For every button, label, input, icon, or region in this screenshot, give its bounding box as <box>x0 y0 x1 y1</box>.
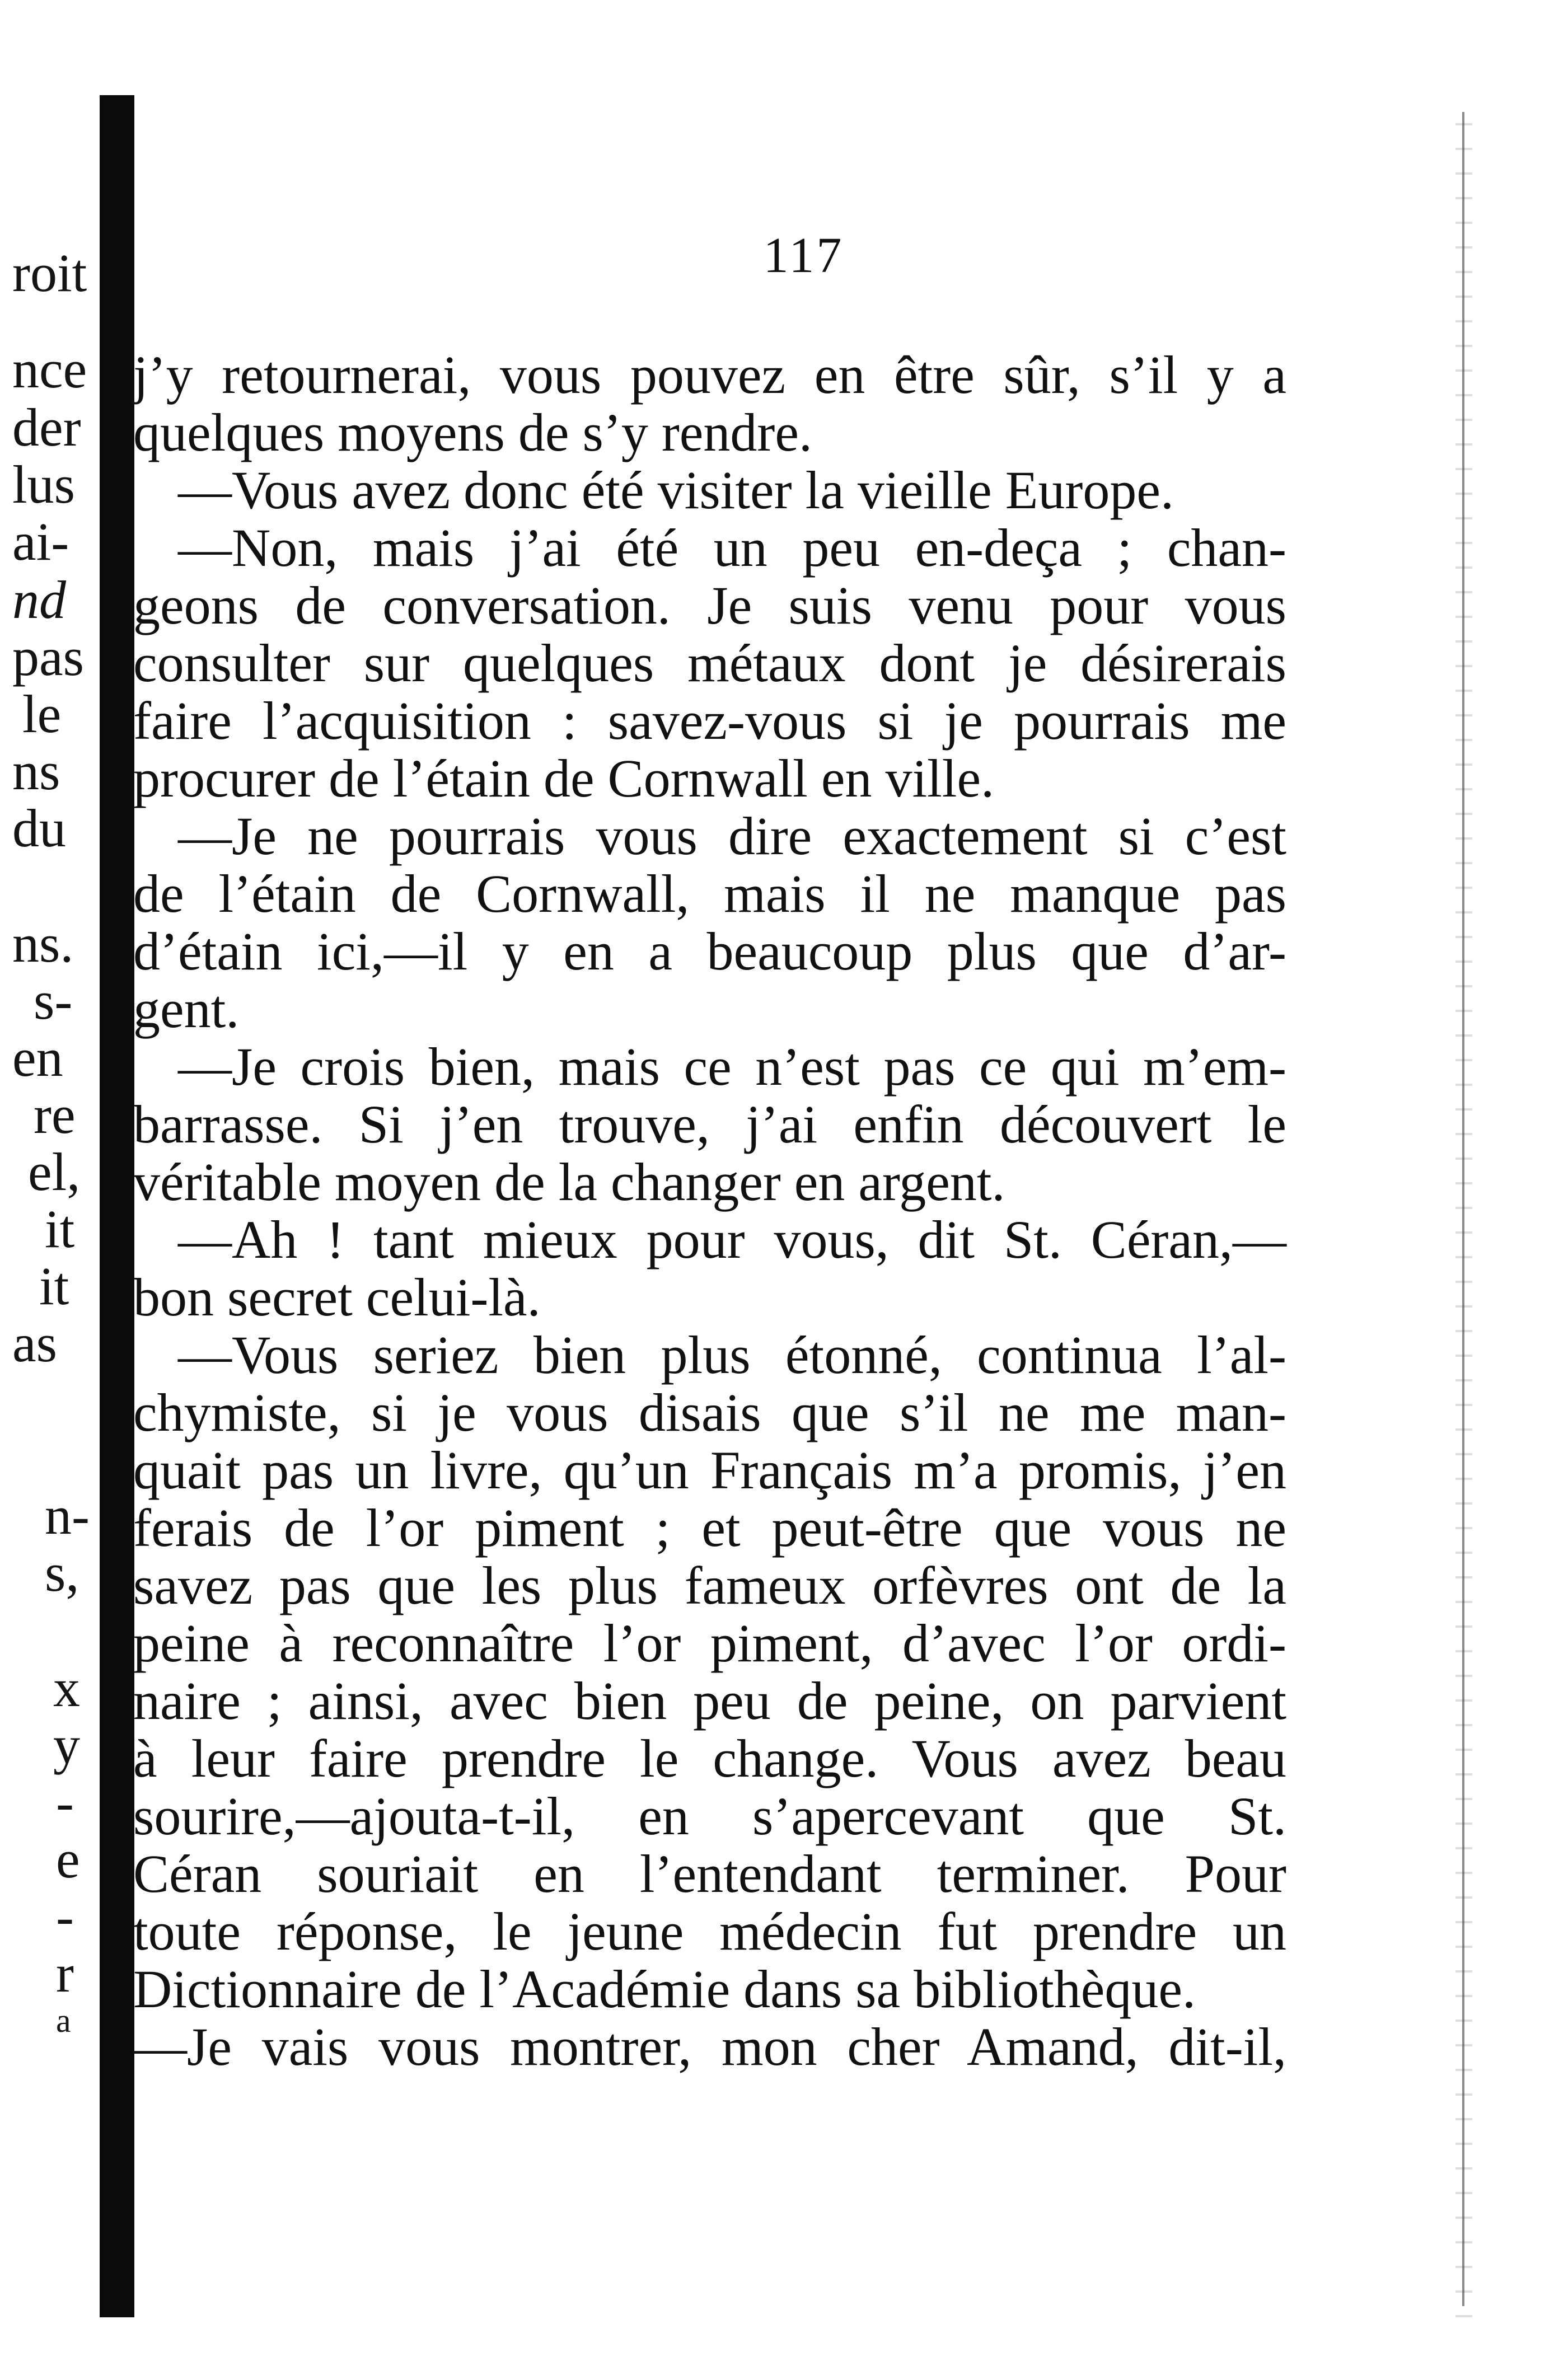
bleed-fragment: s, <box>45 1543 79 1603</box>
bleed-fragment: a <box>56 2002 71 2039</box>
text-line: d’étain ici,—il y en a beaucoup plus que d’ar- <box>133 921 1286 981</box>
text-line: gent. <box>133 979 240 1039</box>
bleed-fragment: lus <box>12 455 76 514</box>
text-line: —Je vais vous montrer, mon cher Amand, dit-il, <box>133 2017 1286 2077</box>
body-text <box>133 346 1286 2076</box>
text-line: bon secret celui-là. <box>133 1267 541 1327</box>
text-line: consulter sur quelques métaux dont je désirerais <box>133 633 1286 693</box>
text-line: véritable moyen de la changer en argent. <box>133 1152 1005 1212</box>
text-line: à leur faire prendre le change. Vous avez beau <box>133 1728 1286 1788</box>
text-line: peine à reconnaître l’or piment, d’avec l’or ordi- <box>133 1613 1286 1673</box>
bleed-fragment: y <box>53 1715 80 1775</box>
text-line: —Non, mais j’ai été un peu en-deça ; chan- <box>178 518 1286 578</box>
text-line: chymiste, si je vous disais que s’il ne me man- <box>133 1383 1286 1442</box>
bleed-fragment: el, <box>28 1142 81 1202</box>
bleed-fragment: x <box>53 1658 80 1718</box>
text-line: Dictionnaire de l’Académie dans sa bibliothèque. <box>133 1959 1196 2019</box>
bleed-fragment: le <box>22 684 62 744</box>
text-line: —Vous seriez bien plus étonné, continua l’al- <box>178 1325 1286 1385</box>
text-line: savez pas que les plus fameux orfèvres ont de la <box>133 1556 1286 1615</box>
page-edge-line <box>1462 112 1464 2306</box>
page-number: 117 <box>763 228 844 283</box>
bleed-fragment: - <box>56 1772 74 1832</box>
facing-page-bleed-through <box>0 0 100 2380</box>
text-line: quelques moyens de s’y rendre. <box>133 402 812 462</box>
bleed-fragment: - <box>56 1886 74 1946</box>
bleed-fragment: as <box>12 1313 57 1373</box>
bleed-fragment: r <box>56 1943 74 2003</box>
text-line: —Ah ! tant mieux pour vous, dit St. Céran,— <box>178 1210 1286 1269</box>
text-line: naire ; ainsi, avec bien peu de peine, on parvient <box>133 1671 1286 1731</box>
bleed-fragment: en <box>12 1028 63 1088</box>
text-line: geons de conversation. Je suis venu pour vous <box>133 575 1286 635</box>
text-line: procurer de l’étain de Cornwall en ville. <box>133 748 995 808</box>
text-line: j’y retournerai, vous pouvez en être sûr, s’il y a <box>133 345 1286 405</box>
text-line: ferais de l’or piment ; et peut-être que vous ne <box>133 1498 1286 1558</box>
bleed-fragment: du <box>12 798 66 858</box>
bleed-fragment: ns. <box>12 913 74 973</box>
bleed-fragment: s- <box>34 971 73 1030</box>
bleed-fragment: it <box>45 1199 75 1259</box>
bleed-fragment: pas <box>12 627 84 687</box>
bleed-fragment: it <box>39 1256 69 1316</box>
text-line: —Je ne pourrais vous dire exactement si c’est <box>178 806 1286 866</box>
bleed-fragment: re <box>34 1085 76 1145</box>
bleed-fragment: nd <box>12 570 66 630</box>
bleed-fragment: nce <box>12 339 87 399</box>
bleed-fragment: der <box>12 397 81 457</box>
text-line: —Vous avez donc été visiter la vieille Europe. <box>178 460 1174 520</box>
binding-gutter <box>100 95 134 2317</box>
bleed-fragment: roit <box>12 243 87 303</box>
text-line: faire l’acquisition : savez-vous si je pourrais me <box>133 691 1286 751</box>
text-line: Céran souriait en l’entendant terminer. Pour <box>133 1844 1286 1904</box>
text-line: de l’étain de Cornwall, mais il ne manque pas <box>133 864 1286 924</box>
text-line: quait pas un livre, qu’un Français m’a promis, j’en <box>133 1440 1286 1500</box>
bleed-fragment: ai- <box>12 512 69 571</box>
text-line: barrasse. Si j’en trouve, j’ai enfin découvert le <box>133 1094 1286 1154</box>
text-line: sourire,—ajouta-t-il, en s’apercevant que St. <box>133 1786 1286 1846</box>
bleed-fragment: e <box>56 1829 80 1889</box>
bleed-fragment: ns <box>12 741 60 801</box>
bleed-fragment: n- <box>45 1486 90 1545</box>
text-line: —Je crois bien, mais ce n’est pas ce qui m’em- <box>178 1037 1286 1097</box>
text-line: toute réponse, le jeune médecin fut prendre un <box>133 1901 1286 1961</box>
